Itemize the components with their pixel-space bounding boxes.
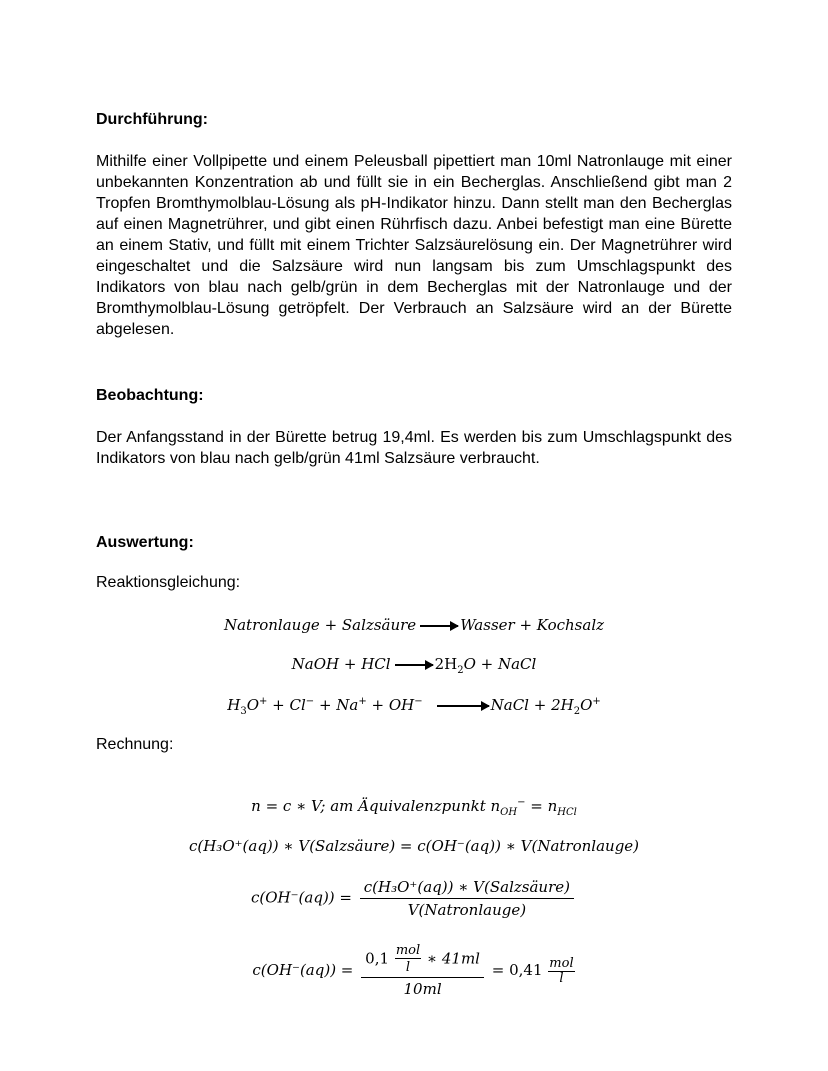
calc1-text: n = c ∗ V; am Äquivalenzpunkt n — [251, 797, 501, 815]
equation-calc-3 — [0, 878, 828, 919]
heading-beobachtung: Beobachtung: — [96, 387, 204, 404]
equation-formula-right: $2H_2O$ + NaCl — [434, 655, 537, 676]
equation-ionic-right: NaCl + $2H_2O^+$ — [490, 696, 601, 717]
equation-ionic — [0, 696, 828, 717]
calc1-sub-hcl: HCl — [557, 807, 577, 818]
calc4-left: c(OH⁻(aq)) = — [252, 961, 354, 979]
calc3-numerator: c(H₃O⁺(aq)) ∗ V(Salzsäure) — [360, 878, 574, 899]
equation-formula-left: NaOH + HCl — [291, 655, 391, 673]
paragraph-durchfuehrung: Mithilfe einer Vollpipette und einem Peleusball pipettiert man 10ml Natronlauge mit einer unbekannten Konzentration ab und füllt sie in ein Becherglas. Anschließend gibt man 2 Tropfen Bromthymolblau-Lösung als pH-Indikator hinzu. Dann stellt man den Becherglas auf einen Magnetrührer, und gibt einen Rührfisch dazu. Anbei befestigt man eine Bürette an einem Stativ, und füllt mit einem Trichter Salzsäurelösung ein. Der Magnetrührer wird eingeschaltet und die Salzsäure wird nun langsam bis zum Umschlagspunkt des Indikators von blau nach gelb/grün in dem Becherglas mit der Natronlauge und der Bromthymolblau-Lösung getröpfelt. Der Verbrauch an Salzsäure wird an der Bürette abgelesen. — [96, 153, 732, 338]
heading-auswertung: Auswertung: — [96, 534, 194, 551]
reaction-arrow-icon — [395, 664, 433, 666]
calc1-sub-oh: OH — [500, 807, 518, 818]
equation-ionic-left: $H_3O^+ + Cl^- + Na^+ + OH^-$ — [227, 696, 423, 717]
equation-formula — [0, 655, 828, 676]
equation-word-left: Natronlauge + Salzsäure — [223, 616, 417, 634]
calc3-fraction — [360, 878, 574, 919]
label-reaktionsgleichung: Reaktionsgleichung: — [96, 574, 241, 591]
calc1-equals: = n — [530, 797, 558, 815]
paragraph-beobachtung: Der Anfangsstand in der Bürette betrug 19,4ml. Es werden bis zum Umschlagspunkt des Indikators von blau nach gelb/grün 41ml Salzsäure verbraucht. — [96, 429, 732, 467]
calc4-fraction — [361, 944, 484, 998]
calc4-result: = 0,41 — [491, 961, 543, 979]
reaction-arrow-icon — [437, 705, 489, 707]
equation-word — [0, 616, 828, 634]
equation-calc-2: c(H₃O⁺(aq)) ∗ V(Salzsäure) = c(OH⁻(aq)) ∗ V(Natronlauge) — [188, 837, 640, 855]
reaction-arrow-icon — [420, 625, 458, 627]
heading-durchfuehrung: Durchführung: — [96, 111, 208, 128]
equation-calc-4 — [0, 944, 828, 998]
calc3-denominator: V(Natronlauge) — [407, 901, 527, 919]
calc4-result-unit: $\frac{\text{mol}}{l}$ — [549, 955, 574, 986]
equation-calc-1: n = c ∗ V; am Äquivalenzpunkt $n_{OH}^- = n_{HCl}$ — [251, 797, 577, 818]
equation-word-right: Wasser + Kochsalz — [460, 616, 605, 634]
calc4-denominator: 10ml — [403, 980, 442, 998]
calc4-numerator: 0,1 $\frac{\text{mol}}{l}$ ∗ 41ml — [361, 944, 484, 978]
calc3-left: c(OH⁻(aq)) = — [251, 888, 352, 907]
label-rechnung: Rechnung: — [96, 736, 174, 753]
